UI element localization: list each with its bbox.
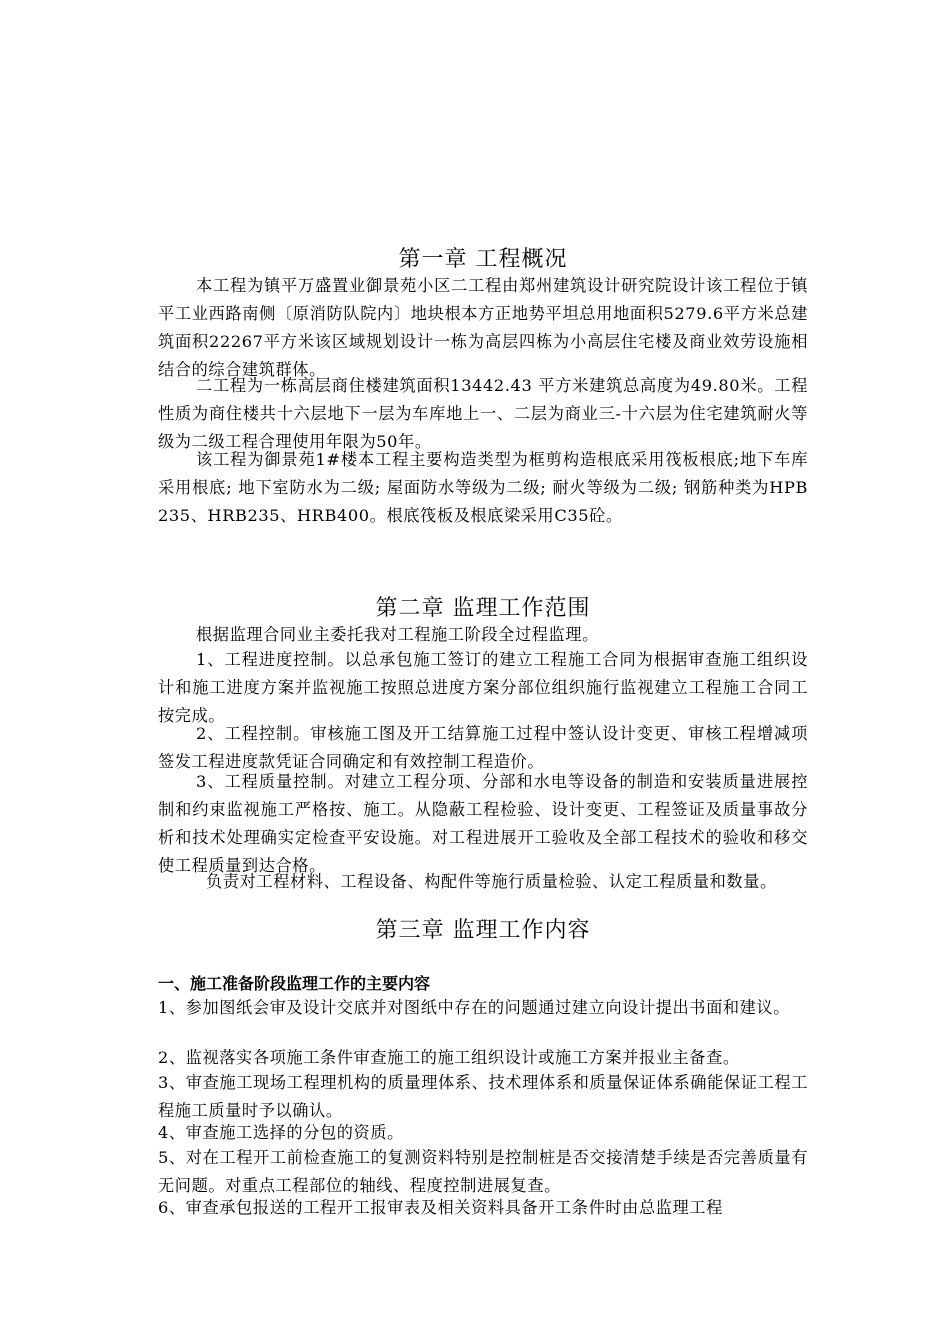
chapter3-item-1: 1、参加图纸会审及设计交底并对图纸中存在的问题通过建立向设计提出书面和建议。	[158, 998, 791, 1017]
chapter3-item-6: 6、审查承包报送的工程开工报审表及相关资料具备开工条件时由总监理工程	[158, 1198, 723, 1217]
chapter2-item-3: 3、工程质量控制。对建立工程分项、分部和水电等设备的制造和安装质量进展控制和约束监视施工严格按、施工。从隐蔽工程检验、设计变更、工程签证及质量事故分析和技术处理确实定检查平安设施。对工程进展开工验收及全部工程技术的验收和移交使工程质量到达合格。	[158, 772, 808, 875]
chapter3-item-3: 3、审查施工现场工程理机构的质量理体系、技术理体系和质量保证体系确能保证工程工程施工质量时予以确认。	[158, 1073, 808, 1120]
chapter3-item-5: 5、对在工程开工前检查施工的复测资料特别是控制桩是否交接清楚手续是否完善质量有无问题。对重点工程部位的轴线、程度控制进展复查。	[158, 1148, 808, 1195]
chapter2-title: 第二章 监理工作范围	[375, 596, 591, 621]
chapter2-item-2: 2、工程控制。审核施工图及开工结算施工过程中签认设计变更、审核工程增减项签发工程进度款凭证合同确定和有效控制工程造价。	[158, 724, 808, 771]
chapter2-paragraph-5: 负责对工程材料、工程设备、构配件等施行质量检验、认定工程质量和数量。	[206, 872, 777, 891]
chapter3-section-heading: 一、施工准备阶段监理工作的主要内容	[158, 974, 431, 993]
chapter3-item-4: 4、审查施工选择的分包的资质。	[158, 1123, 404, 1142]
chapter2-item-1: 1、工程进度控制。以总承包施工签订的建立工程施工合同为根据审查施工组织设计和施工进度方案并监视施工按照总进度方案分部位组织施行监视建立工程施工合同工按完成。	[158, 650, 808, 725]
chapter1-paragraph-2: 二工程为一栋高层商住楼建筑面积13442.43 平方米建筑总高度为49.80米。工程性质为商住楼共十六层地下一层为车库地上一、二层为商业三-十六层为住宅建筑耐火等级为二级工程合理使用年限为50年。	[158, 376, 808, 451]
chapter1-title: 第一章 工程概况	[398, 247, 568, 272]
chapter1-paragraph-1: 本工程为镇平万盛置业御景苑小区二工程由郑州建筑设计研究院设计该工程位于镇平工业西路南侧〔原消防队院内〕地块根本方正地势平坦总用地面积5279.6平方米总建筑面积22267平方米该区域规划设计一栋为高层四栋为小高层住宅楼及商业效劳设施相结合的综合建筑群体。	[158, 276, 808, 379]
chapter2-paragraph-1: 根据监理合同业主委托我对工程施工阶段全过程监理。	[196, 625, 599, 644]
chapter3-title: 第三章 监理工作内容	[375, 918, 591, 943]
chapter3-item-2: 2、监视落实各项施工条件审查施工的施工组织设计或施工方案并报业主备查。	[158, 1048, 740, 1067]
chapter1-paragraph-3: 该工程为御景苑1#楼本工程主要构造类型为框剪构造根底采用筏板根底;地下车库采用根底; 地下室防水为二级; 屋面防水等级为二级; 耐火等级为二级; 钢筋种类为HPB235、HRB235、HRB400。根底筏板及根底梁采用C35砼。	[158, 450, 808, 525]
